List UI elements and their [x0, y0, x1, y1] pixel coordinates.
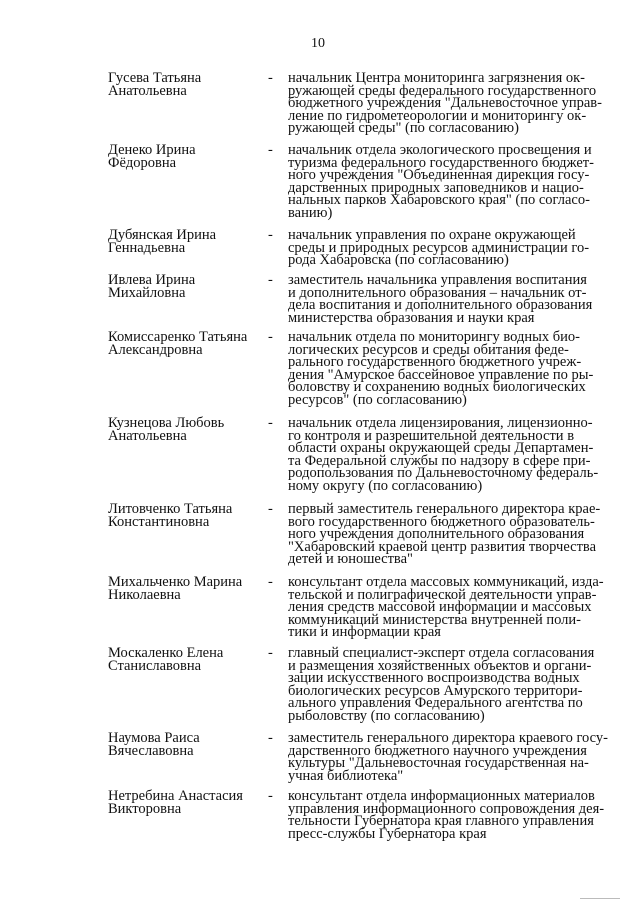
member-name [108, 72, 266, 97]
member-position: заместитель генерального директора краевого госу- дарственного бюджетного научного учреждения культуры "Дальневосточная государственная на- учная библиотека" [288, 730, 608, 784]
list-item [108, 72, 616, 144]
member-surname-firstname: Нетребина Анастасия [108, 788, 243, 804]
member-name [108, 503, 266, 528]
member-position: начальник управления по охране окружающей среды и природных ресурсов администрации го- рода Хабаровска (по согласованию) [288, 227, 590, 269]
member-position: заместитель начальника управления воспитания и дополнительного образования – начальник от- дела воспитания и дополнительного образования министерства образования и науки края [288, 272, 593, 326]
list-item [108, 331, 616, 417]
separator-dash: - [268, 730, 273, 746]
member-surname-firstname: Кузнецова Любовь [108, 415, 225, 431]
member-position: начальник Центра мониторинга загрязнения ок- ружающей среды федерального государственного бюджетного учреждения "Дальневосточное управ- ление по гидрометеорологии и мониторингу ок- ружающей среды" (по согласованию) [288, 70, 602, 137]
member-surname-firstname: Дубянская Ирина [108, 227, 217, 243]
member-name [108, 732, 266, 757]
member-patronymic: Вячеславовна [108, 742, 194, 759]
member-patronymic: Александровна [108, 341, 203, 358]
separator-dash: - [268, 227, 273, 243]
separator-dash: - [268, 272, 273, 288]
list-item [108, 144, 616, 229]
member-patronymic: Константиновна [108, 513, 210, 530]
member-surname-firstname: Михальченко Марина [108, 574, 243, 590]
member-surname-firstname: Литовченко Татьяна [108, 501, 233, 517]
member-surname-firstname: Наумова Раиса [108, 730, 200, 746]
member-name [108, 331, 266, 356]
member-position: первый заместитель генерального директора крае- вого государственного бюджетного образователь- ного учреждения дополнительного образования "Хабаровский краевой центр развития творчества детей и юношества" [288, 501, 601, 568]
separator-dash: - [268, 788, 273, 804]
list-item [108, 274, 616, 331]
member-surname-firstname: Ивлева Ирина [108, 272, 196, 288]
separator-dash: - [268, 574, 273, 590]
member-surname-firstname: Комиссаренко Татьяна [108, 329, 248, 345]
separator-dash: - [268, 142, 273, 158]
list-item [108, 647, 616, 732]
member-patronymic: Николаевна [108, 586, 181, 603]
member-patronymic: Анатольевна [108, 82, 187, 99]
list-item [108, 732, 616, 790]
list-item [108, 503, 616, 576]
separator-dash: - [268, 645, 273, 661]
scan-edge-mark [580, 898, 620, 899]
member-name [108, 417, 266, 442]
page-number: 10 [311, 36, 325, 51]
list-item [108, 229, 616, 274]
member-name [108, 790, 266, 815]
list-item [108, 790, 616, 850]
member-name [108, 144, 266, 169]
member-patronymic: Викторовна [108, 800, 182, 817]
member-position: начальник отдела лицензирования, лицензионно- го контроля и разрешительной деятельности в области охраны окружающей среды Департамен- та Федеральной службы по надзору в сфере при- родопользования по Дальневосточному федераль- ному округу (по согласованию) [288, 415, 599, 494]
member-surname-firstname: Гусева Татьяна [108, 70, 202, 86]
member-name [108, 229, 266, 254]
member-position: главный специалист-эксперт отдела согласования и размещения хозяйственных объектов и органи- зации искусственного воспроизводства водных биологических ресурсов Амурского территори- ального управления Федерального агентства по рыболовству (по согласованию) [288, 645, 595, 724]
member-patronymic: Фёдоровна [108, 154, 177, 171]
member-patronymic: Станиславовна [108, 657, 202, 674]
member-list [108, 72, 616, 850]
member-position: консультант отдела информационных материалов управления информационного сопровождения дея- тельности Губернатора края главного управления пресс-службы Губернатора края [288, 788, 605, 842]
member-name [108, 274, 266, 299]
member-surname-firstname: Москаленко Елена [108, 645, 224, 661]
separator-dash: - [268, 415, 273, 431]
member-patronymic: Михайловна [108, 284, 186, 301]
separator-dash: - [268, 501, 273, 517]
member-patronymic: Анатольевна [108, 427, 187, 444]
separator-dash: - [268, 329, 273, 345]
member-name [108, 647, 266, 672]
member-position: начальник отдела по мониторингу водных био- логических ресурсов и среды обитания феде- рального государственного бюджетного учреж- дения "Амурское бассейновое управление по ры- боловству и сохранению водных биологических ресурсов" (по согласованию) [288, 329, 594, 408]
member-name [108, 576, 266, 601]
member-surname-firstname: Денеко Ирина [108, 142, 196, 158]
member-position: консультант отдела массовых коммуникаций, изда- тельской и полиграфической деятельности управ- ления средств массовой информации и массовых коммуникаций министерства внутренней поли- тики и информации края [288, 574, 604, 641]
member-patronymic: Геннадьевна [108, 239, 186, 256]
list-item [108, 417, 616, 503]
member-position: начальник отдела экологического просвещения и туризма федерального государственного бюджет- ного учреждения "Объединенная дирекция госу- дарственных природных заповедников и нацио- нальных парков Хабаровского края" (по согласо- ванию) [288, 142, 594, 221]
separator-dash: - [268, 70, 273, 86]
list-item [108, 576, 616, 647]
